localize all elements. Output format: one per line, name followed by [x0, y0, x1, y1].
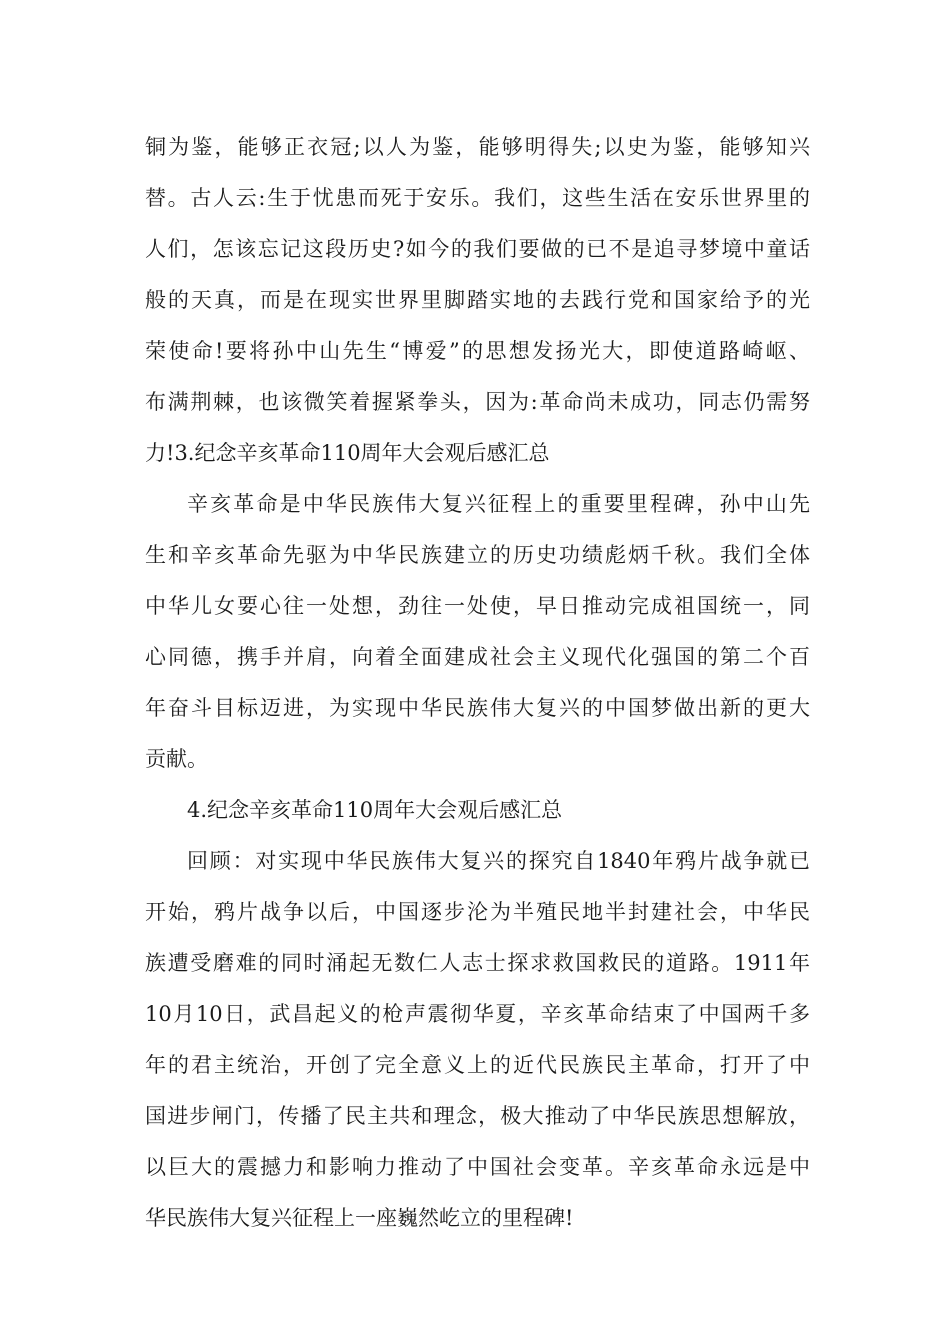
text-line: 铜为鉴，能够正衣冠;以人为鉴，能够明得失;以史为鉴，能够知兴	[145, 135, 810, 159]
text-line: 人们，怎该忘记这段历史?如今的我们要做的已不是追寻梦境中童话	[145, 237, 810, 261]
text-line: 年奋斗目标迈进，为实现中华民族伟大复兴的中国梦做出新的更大	[145, 696, 810, 720]
text-line: 以巨大的震撼力和影响力推动了中国社会变革。辛亥革命永远是中	[145, 1155, 810, 1179]
text-line: 10月10日，武昌起义的枪声震彻华夏，辛亥革命结束了中国两千多	[145, 1002, 810, 1026]
document-body	[145, 122, 810, 1244]
text-line: 中华儿女要心往一处想，劲往一处使，早日推动完成祖国统一，同	[145, 594, 810, 618]
text-line: 年的君主统治，开创了完全意义上的近代民族民主革命，打开了中	[145, 1053, 810, 1077]
text-line: 布满荆棘，也该微笑着握紧拳头，因为:革命尚未成功，同志仍需努	[145, 390, 810, 414]
text-line: 力!3.纪念辛亥革命110周年大会观后感汇总	[145, 441, 550, 465]
text-line: 族遭受磨难的同时涌起无数仁人志士探求救国救民的道路。1911年	[145, 951, 810, 975]
text-line: 般的天真，而是在现实世界里脚踏实地的去践行党和国家给予的光	[145, 288, 810, 312]
text-line: 替。古人云:生于忧患而死于安乐。我们，这些生活在安乐世界里的	[145, 186, 810, 210]
text-line: 荣使命!要将孙中山先生“博爱”的思想发扬光大，即使道路崎岖、	[145, 339, 810, 363]
text-line: 贡献。	[145, 747, 208, 771]
section-heading: 4.纪念辛亥革命110周年大会观后感汇总	[187, 798, 563, 822]
paragraph-first-line: 回顾：对实现中华民族伟大复兴的探究自1840年鸦片战争就已	[187, 849, 810, 873]
text-line: 开始，鸦片战争以后，中国逐步沦为半殖民地半封建社会，中华民	[145, 900, 810, 924]
text-line: 生和辛亥革命先驱为中华民族建立的历史功绩彪炳千秋。我们全体	[145, 543, 810, 567]
paragraph-first-line: 辛亥革命是中华民族伟大复兴征程上的重要里程碑，孙中山先	[187, 492, 810, 516]
text-line: 华民族伟大复兴征程上一座巍然屹立的里程碑!	[145, 1206, 574, 1230]
text-line: 国进步闸门，传播了民主共和理念，极大推动了中华民族思想解放，	[145, 1104, 810, 1128]
text-line: 心同德，携手并肩，向着全面建成社会主义现代化强国的第二个百	[145, 645, 810, 669]
